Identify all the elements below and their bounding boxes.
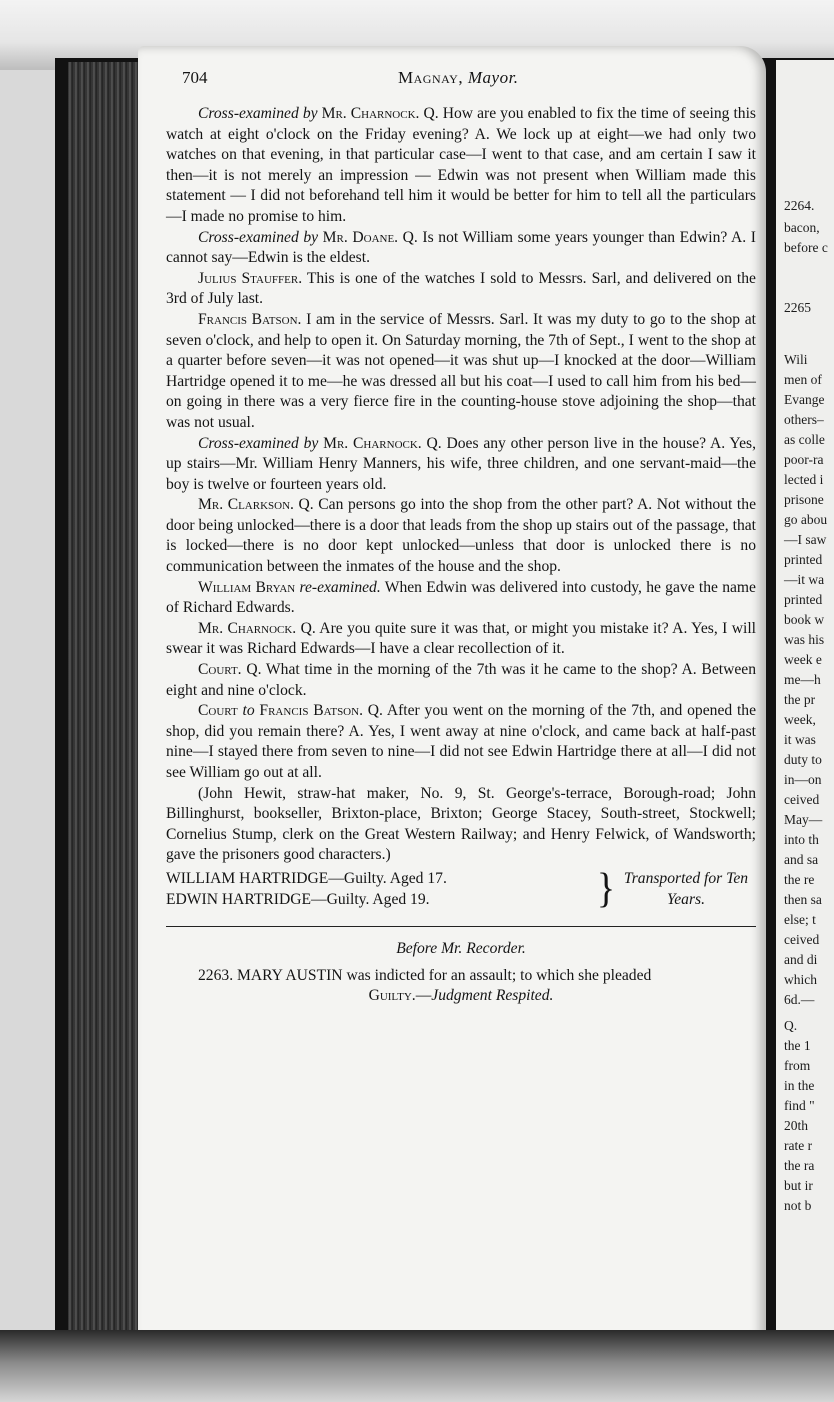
verdict-block <box>166 865 756 913</box>
character-witnesses <box>166 784 756 866</box>
facing-page-fragment: 6d.— <box>784 992 815 1007</box>
section-divider <box>166 926 756 927</box>
page-content <box>166 68 756 1007</box>
facing-page-fragment: which <box>784 972 817 987</box>
speaker-name: Francis Batson. <box>259 702 363 720</box>
paragraph-text: This is one of the watches I sold to Messrs. Sarl, and delivered on the 3rd of July last. <box>166 269 756 308</box>
paragraph-lead: re-examined. <box>299 578 381 596</box>
speaker-name: Mr. Charnock. <box>323 434 422 452</box>
paragraph-text: (John Hewit, straw-hat maker, No. 9, St. George's-terrace, Borough-road; John Billinghurst, bookseller, Brixton-place, Brixton; George Stacey, South-street, Stockwell; Cornelius Stump, clerk on the Great Western Railway; and Henry Felwick, of Wandsworth; gave the prisoners good characters.) <box>166 784 756 864</box>
facing-page-fragment: else; t <box>784 912 816 927</box>
brace: } <box>596 865 616 913</box>
verdict-line: EDWIN HARTRIDGE—Guilty. Aged 19. <box>166 890 430 908</box>
facing-page-fragment: go abou <box>784 512 828 527</box>
facing-page-fragment: and di <box>784 952 818 967</box>
paragraph-lead: Cross-examined by <box>198 105 318 122</box>
case-outcome <box>166 986 756 1007</box>
paragraph <box>166 660 756 701</box>
section-heading: Before Mr. Recorder. <box>396 939 526 957</box>
facing-page-fragment: the pr <box>784 692 816 707</box>
running-head <box>166 68 756 94</box>
paragraph <box>166 578 756 619</box>
paragraph <box>166 495 756 577</box>
facing-page-fragment: Q. <box>784 1018 798 1033</box>
facing-page-fragment: week e <box>784 652 822 667</box>
facing-page-fragment: ceived <box>784 792 820 807</box>
paragraph <box>166 269 756 310</box>
sentence-line: Transported for Ten <box>623 869 749 887</box>
facing-page-fragment: me—h <box>784 672 821 687</box>
page-stack-edge <box>68 62 148 1337</box>
paragraph-text: Q. Are you quite sure it was that, or might you mistake it? A. Yes, I will swear it was Richard Edwards—I have a clear recollection of it. <box>166 619 756 658</box>
facing-page-fragment: as colle <box>784 432 825 447</box>
facing-page-fragment: —it wa <box>784 572 825 587</box>
speaker-name: Mr. Charnock. <box>321 105 420 122</box>
verdict-lines <box>166 868 596 910</box>
facing-page-fragment: bacon, <box>784 220 820 235</box>
facing-page-fragment: the 1 <box>784 1038 811 1053</box>
facing-page-fragment: May— <box>784 812 823 827</box>
scan-background-bottom <box>0 1330 834 1402</box>
paragraph-text: Q. Does any other person live in the house? A. Yes, up stairs—Mr. William Henry Manners, his wife, three children, and one servant-maid—the boy is twelve or fourteen years old. <box>166 434 757 493</box>
facing-page-fragment: 20th <box>784 1118 809 1133</box>
title-name: Magnay, <box>398 68 464 87</box>
speaker-name: William Bryan <box>198 578 296 596</box>
facing-page-fragment: find " <box>784 1098 815 1113</box>
paragraph-text: Q. Is not William some years younger than Edwin? A. I cannot say—Edwin is the eldest. <box>166 228 756 267</box>
paragraph <box>166 434 756 496</box>
facing-page-fragment: in—on <box>784 772 822 787</box>
facing-page-fragment: in the <box>784 1078 815 1093</box>
facing-page-fragment: and sa <box>784 852 819 867</box>
speaker-name: Francis Batson. <box>198 310 302 328</box>
facing-page-fragment: poor-ra <box>784 452 824 467</box>
paragraph-text: Q. How are you enabled to fix the time of seeing this watch at eight o'clock on the Friday evening? A. We lock up at eight—we had only two watches on that evening, in that particular case—I went to that case, and am certain I saw it then—it is not merely an impression — Edwin was not present when William made this statement — I did not beforehand tell him it would be better for him to tell all the particulars—I made no promise to him. <box>166 105 756 225</box>
facing-page-fragment: was his <box>784 632 825 647</box>
title-office: Mayor. <box>467 68 519 87</box>
facing-page-fragment: not b <box>784 1198 812 1213</box>
facing-page-fragment: 2265 <box>784 300 811 315</box>
defendant-name: MARY AUSTIN <box>237 966 343 984</box>
facing-page-fragment: others– <box>784 412 824 427</box>
facing-page-fragment: before c <box>784 240 828 255</box>
sentence-line: Years. <box>667 890 705 908</box>
page-title <box>398 68 519 89</box>
facing-page-fragment: —I saw <box>784 532 827 547</box>
facing-page-fragment: Wili <box>784 352 808 367</box>
facing-page-fragment: then sa <box>784 892 822 907</box>
paragraph-text: I am in the service of Messrs. Sarl. It was my duty to go to the shop at seven o'clock, and help to open it. On Saturday morning, the 7th of Sept., I went to the shop at a quarter before seven—it was not opened—it was shut up—I knocked at the door—William Hartridge opened it to me—he was dressed all but his coat—I used to call him from his bed—on going in there was a very fierce fire in the counting-house stove adjoining the shop—that was not usual. <box>166 310 756 431</box>
speaker-name: Court. <box>198 661 242 679</box>
verdict-line: WILLIAM HARTRIDGE—Guilty. Aged 17. <box>166 869 447 887</box>
paragraph-text: Q. Can persons go into the shop from the other part? A. Not without the door being unlocked—there is a door that leads from the shop up stairs out of the passage, that is locked—there is no door kept unlocked—unless that door is unlocked there is no communication between the inmates of the house and the shop. <box>166 496 756 576</box>
facing-page-fragment: printed <box>784 552 823 567</box>
facing-page-edge <box>776 60 834 1335</box>
facing-page-fragment: it was <box>784 732 816 747</box>
facing-page-fragment: lected i <box>784 472 824 487</box>
paragraph <box>166 228 756 269</box>
paragraph <box>166 619 756 660</box>
case-number: 2263. <box>198 966 234 984</box>
book-page <box>138 46 766 1341</box>
facing-page-fragment: into th <box>784 832 819 847</box>
speaker-name: Mr. Charnock. <box>198 619 297 637</box>
facing-page-fragment: prisone <box>784 492 824 507</box>
paragraph-lead: to <box>242 702 255 720</box>
speaker-name: Mr. Clarkson. <box>198 496 294 514</box>
facing-page-fragment: men of <box>784 372 822 387</box>
paragraph-text: Q. What time in the morning of the 7th was it he came to the shop? A. Between eight and nine o'clock. <box>166 661 756 699</box>
page-number: 704 <box>182 68 208 87</box>
paragraph-lead: Cross-examined by <box>198 434 319 452</box>
case-text: was indicted for an assault; to which she pleaded <box>346 966 652 984</box>
case-entry <box>166 966 756 987</box>
facing-page-fragment: the re <box>784 872 815 887</box>
facing-page-fragment: ceived <box>784 932 820 947</box>
paragraph-text: When Edwin was delivered into custody, he gave the name of Richard Edwards. <box>166 578 756 617</box>
facing-page-fragment: book w <box>784 612 825 627</box>
paragraph-lead: Cross-examined by <box>198 228 319 246</box>
facing-page-fragment: printed <box>784 592 823 607</box>
facing-page-fragment: from <box>784 1058 811 1073</box>
sentence <box>616 868 756 910</box>
judgment: Judgment Respited. <box>431 987 554 1005</box>
paragraph <box>166 310 756 434</box>
speaker-name: Court <box>198 702 238 720</box>
facing-page-fragment: but ir <box>784 1178 813 1193</box>
facing-page-fragment: rate r <box>784 1138 813 1153</box>
facing-page-fragment: Evange <box>784 392 825 407</box>
paragraph <box>166 104 756 228</box>
facing-page-fragment: the ra <box>784 1158 815 1173</box>
facing-page-fragment: duty to <box>784 752 822 767</box>
paragraph <box>166 701 756 783</box>
paragraph-text: Q. After you went on the morning of the 7th, and opened the shop, did you remain there? A. Yes, I went away at nine o'clock, and came back at half-past nine—I stayed there from seven to nine—I did not see Edwin Hartridge there at all—I did not see William go out at all. <box>166 702 757 781</box>
speaker-name: Julius Stauffer. <box>198 269 303 287</box>
facing-page-fragment: week, <box>784 712 816 727</box>
speaker-name: Mr. Doane. <box>322 228 399 246</box>
facing-page-fragment: 2264. <box>784 198 815 213</box>
plea: Guilty.— <box>368 987 432 1005</box>
